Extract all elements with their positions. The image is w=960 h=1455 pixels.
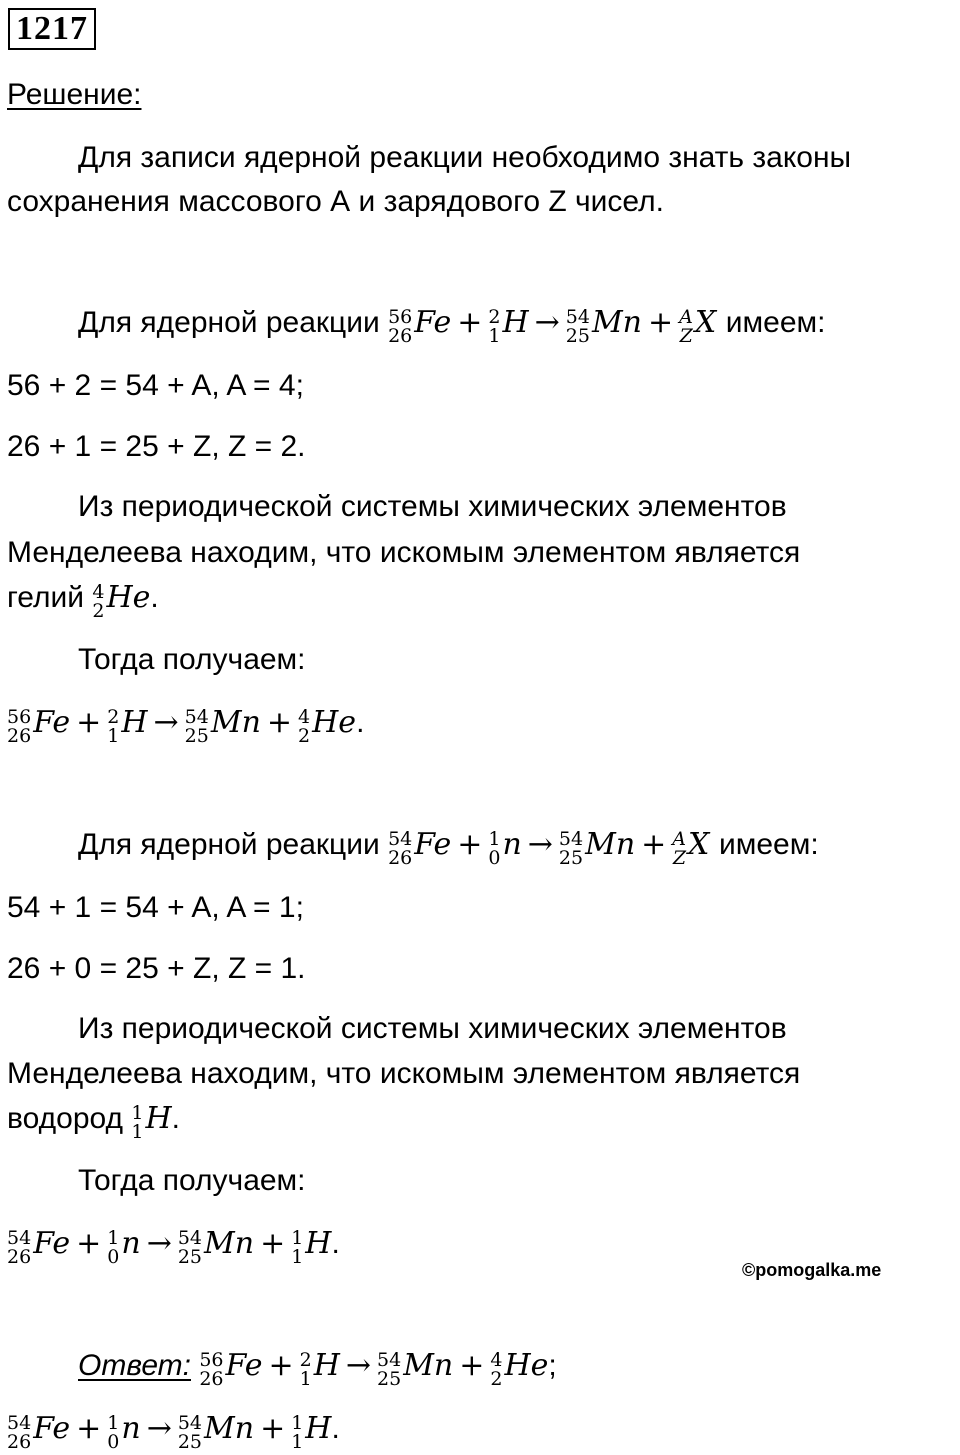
plus-sign: + (648, 305, 674, 340)
he-symbol: He (106, 580, 151, 615)
reaction2-find-3: водород 1 1 H. (7, 1101, 180, 1143)
x-symbol: X (694, 305, 717, 340)
reaction2-lead: Для ядерной реакции (78, 828, 380, 861)
h2-iso: 2 1 (488, 306, 501, 347)
answer-line-1: Ответ: 56 26 Fe + 2 1 H → 54 25 Mn + 4 2 He; (78, 1348, 557, 1390)
answer-label: Ответ: (78, 1349, 191, 1382)
reaction2-result: 54 26 Fe + 1 0 n → 54 25 Mn + 1 1 H. (7, 1226, 340, 1268)
reaction1-formula (388, 305, 726, 347)
mn-symbol: Mn (591, 305, 642, 340)
fe56-iso: 56 26 (388, 306, 413, 347)
solution-heading: Решение: (7, 78, 142, 111)
reaction1-find-3 (7, 580, 159, 621)
reaction2-find-2: Менделеева находим, что искомым элементом является (7, 1057, 801, 1090)
reaction1-statement (78, 305, 826, 346)
reaction1-tail: имеем: (725, 306, 826, 339)
mn54-iso: 54 25 (565, 306, 590, 347)
reaction2-find-1: Из периодической системы химических элементов (78, 1012, 787, 1045)
hydrogen-word: водород (7, 1102, 124, 1135)
reaction1-find-2: Менделеева находим, что искомым элементом является (7, 536, 801, 569)
h-symbol: H (502, 305, 529, 340)
reaction2-mass-eq: 54 + 1 = 54 + A, A = 1; (7, 891, 304, 924)
he4-iso: 4 2 (92, 581, 105, 622)
fe-symbol: Fe (414, 305, 452, 340)
intro-line-2: сохранения массового А и зарядового Z чисел. (7, 185, 664, 218)
intro-line-1: Для записи ядерной реакции необходимо знать законы (78, 141, 852, 174)
reaction2-formula: 54 26 Fe + 1 0 n → 54 25 Mn + A Z X (388, 827, 710, 869)
reaction2-then: Тогда получаем: (78, 1164, 306, 1197)
reaction2-charge-eq: 26 + 0 = 25 + Z, Z = 1. (7, 952, 306, 985)
reaction1-lead: Для ядерной реакции (78, 306, 380, 339)
problem-number: 1217 (8, 8, 96, 50)
arrow-sign: → (534, 305, 560, 340)
plus-sign: + (457, 305, 483, 340)
helium-word: гелий (7, 581, 84, 614)
reaction1-find-1: Из периодической системы химических элементов (78, 490, 787, 523)
watermark: ©pomogalka.me (742, 1260, 882, 1280)
reaction1-result: 56 26 Fe + 2 1 H → 54 25 Mn + 4 2 He. (7, 705, 365, 747)
reaction1-charge-eq: 26 + 1 = 25 + Z, Z = 2. (7, 430, 306, 463)
period: . (150, 581, 159, 614)
x-iso: A Z (679, 306, 693, 347)
reaction1-then: Тогда получаем: (78, 643, 306, 676)
reaction1-mass-eq: 56 + 2 = 54 + A, A = 4; (7, 369, 304, 402)
answer-line-2: 54 26 Fe + 1 0 n → 54 25 Mn + 1 1 H. (7, 1411, 340, 1453)
reaction2-statement (78, 827, 819, 868)
reaction2-tail: имеем: (718, 828, 819, 861)
